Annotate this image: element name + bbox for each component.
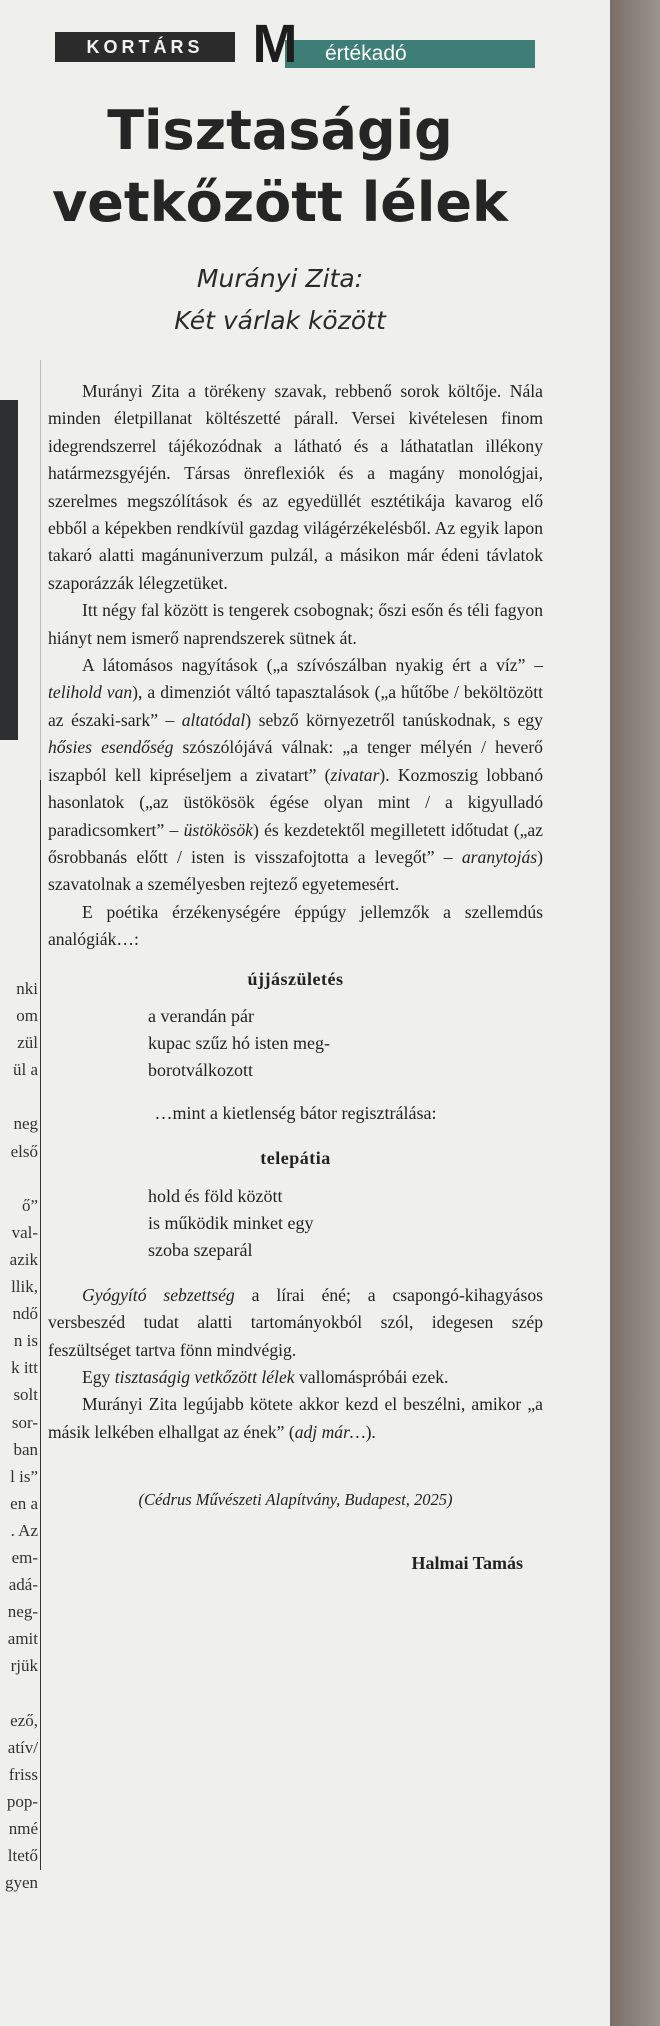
fragment-line: llik, [11,1277,38,1297]
poem-1 [48,1003,543,1084]
previous-column-fragments [0,975,38,1896]
fragment-line: om [16,1006,38,1026]
article-body [48,378,543,1577]
paragraph-1: Murányi Zita a törékeny szavak, rebbenő sorok költője. Nála minden életpillanat költészetté párall. Versei kivételesen finom idegrendszerrel tájékozódnak a látható és a láthatatlan illékony határmezsgyéjén. Társas önreflexiók és a magány monológjai, szerelmes megszólítások és az egyedüllét esztétikája kavarog elő ebből a képekben rendkívül gazdag világérzékelésből. Az egyik lapon takaró alatti magánuniverzum pulzál, a másikon már édeni távlatok szaporázzák lélegzetüket. [48,381,543,593]
column-divider [40,780,41,1870]
text-run: ) sebző környezetről tanúskodnak, s egy [245,709,543,730]
subtitle-book: Két várlak között [174,306,386,335]
publisher-line: (Cédrus Művészeti Alapítvány, Budapest, 2025) [138,1490,453,1510]
fragment-line: pop- [6,1791,38,1811]
fragment-line: neg- [7,1602,38,1622]
quoted-title: üstökösök [183,819,253,840]
adjacent-photo-edge [0,400,18,740]
text-run: a lírai éné; a csapongó-kihagyásos versbeszéd tudat alatti tartományokból szól, idegesen szép feszültséget tartva fönn mindvégig. [48,1284,543,1360]
fragment-line: atív/ [7,1737,38,1757]
fragment-line: val- [11,1222,38,1242]
paragraph-7 [48,1391,543,1446]
fragment-line: en a [10,1493,38,1513]
title-line-2: vetkőzött lélek [52,171,508,234]
fragment-line: zül [17,1033,38,1053]
title-line-1: Tisztaságig [107,99,453,162]
poem-title-2: telepátia [260,1148,331,1169]
emphasis: hősies esendőség [48,737,174,758]
fragment-line [0,1083,38,1110]
fragment-line: k itt [11,1358,38,1378]
quoted-title: telihold van [48,682,133,703]
article-subtitle [90,258,470,342]
poem-line: kupac szűz hó isten meg- [148,1032,330,1053]
section-name: értékadó [285,40,535,68]
fragment-line: azik [9,1249,38,1269]
fragment-line: ndő [12,1304,38,1324]
paragraph-4: E poétika érzékenységére éppúgy jellemzők a szellemdús analógiák…: [48,901,543,950]
column-divider-top [40,360,41,780]
poem-line: borotválkozott [148,1059,253,1080]
quoted-title: aranytojás [461,846,538,867]
text-run: ). Kozmoszig lobbanó hasonlatok („az üstökösök égése olyan mint / a kigyulladó paradicsomkert” – [48,764,543,840]
fragment-line: amit [7,1629,38,1649]
fragment-line: adá- [8,1575,38,1595]
fragment-line: ban [13,1439,38,1459]
fragment-line: friss [8,1764,38,1784]
text-run: vallomáspróbái ezek. [294,1366,449,1387]
poem-title-1: újjászületés [247,968,344,989]
fragment-line: első [10,1141,38,1161]
quoted-title: adj már… [294,1421,366,1442]
quoted-title: zivatar [330,764,380,785]
text-run: A látomásos nagyítások („a szívószálban nyakig ért a víz” – [82,655,543,676]
fragment-line: . Az [10,1520,38,1540]
fragment-line: ül a [12,1060,38,1080]
subtitle-author: Murányi Zita: [196,264,364,293]
fragment-line [0,1679,38,1706]
poem-line: szoba szeparál [148,1239,253,1260]
text-run: Murányi Zita legújabb kötete akkor kezd el beszélni, amikor „a másik lelkében elhallgat az ének” ( [48,1394,543,1442]
article-title [40,95,520,239]
fragment-line: solt [13,1385,38,1405]
fragment-line: nki [16,979,38,998]
fragment-line: em- [11,1547,38,1567]
fragment-line: rjük [10,1656,38,1676]
text-run: ) szavatolnak a személyesben rejtező egyetemesért. [48,846,543,895]
background-edge [610,0,660,2026]
text-run: Egy [82,1366,115,1387]
author-signature: Halmai Tamás [411,1552,523,1573]
text-run: ). [365,1421,376,1442]
fragment-line: l is” [10,1466,38,1486]
transition-line: …mint a kietlenség bátor regisztrálása: [154,1102,437,1123]
quoted-title: altatódal [181,709,246,730]
emphasis: tisztaságig vetkőzött lélek [114,1366,295,1387]
fragment-line: nmé [8,1818,38,1838]
section-header [55,14,535,74]
fragment-line: sor- [11,1412,38,1432]
text-run: ) és kezdetektől megilletett időtudat („az ősrobbanás előtt / isten is visszafojtotta a levegőt” – [48,819,543,867]
paragraph-6 [48,1364,543,1391]
fragment-line: neg [13,1114,38,1134]
text-run: ), a dimenziót váltó tapasztalások („a hűtőbe / beköltözött az északi-sark” – [48,682,543,730]
paragraph-5 [48,1282,543,1364]
fragment-line: ező, [10,1710,38,1730]
section-logo-letter: M [252,14,298,74]
poem-line: a verandán pár [148,1005,254,1026]
fragment-line [0,1165,38,1192]
poem-line: is működik minket egy [148,1212,314,1233]
section-label: KORTÁRS [55,32,235,62]
paragraph-2: Itt négy fal között is tengerek csobognak; őszi esőn és téli fagyon hiányt nem ismerő naprendszerek sütnek át. [48,600,543,648]
fragment-line: ltető [7,1846,38,1865]
text-run: szószólójává válnak: „a tenger mélyén / heverő iszapból kell kipréseljem a zivatart” ( [48,737,543,785]
emphasis: Gyógyító sebzettség [82,1284,235,1305]
paragraph-3 [48,652,543,899]
fragment-line: ő” [21,1195,38,1215]
poem-2 [48,1183,543,1264]
fragment-line: gyen [4,1873,38,1893]
poem-line: hold és föld között [148,1185,283,1206]
fragment-line: n is [13,1331,38,1351]
